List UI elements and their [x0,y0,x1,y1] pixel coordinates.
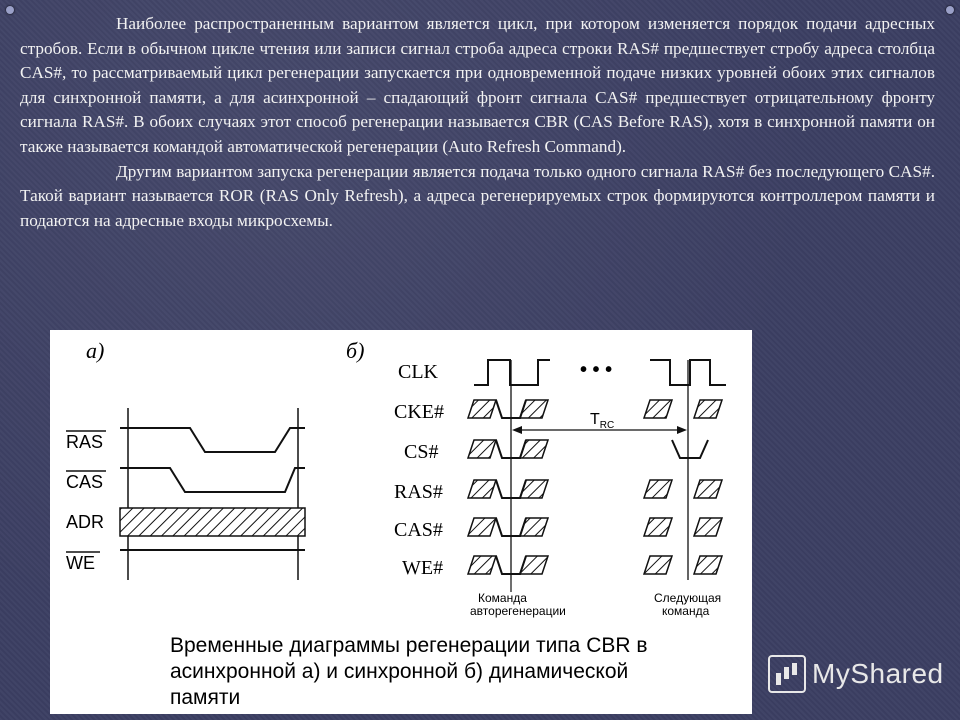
paragraph-2: Другим вариантом запуска регенерации является подача только одного сигнала RAS# без последующего CAS#. Такой вариант называется ROR (RAS Only Refresh), а адреса регенерируемых строк формируются контроллером памяти и подаются на адресные входы микросхемы. [20,161,935,230]
watermark [768,655,944,693]
sync-label-clk: CLK [398,361,438,383]
myshared-logo-icon [768,655,806,693]
label-b: б) [346,338,365,363]
ellipsis-dots: • • • [580,359,613,381]
waveform-ras [120,428,305,452]
caption-line-2: асинхронной а) и синхронной б) динамической [170,660,629,683]
text-block [20,12,935,233]
cmd2-line1: Следующая [654,591,722,605]
label-a: а) [86,338,105,363]
sync-label-we: WE# [402,557,444,579]
cmd1-line2: авторегенерации [470,604,566,618]
trc-arrowhead-right [677,426,687,434]
sync-label-cas: CAS# [394,519,443,541]
async-label-ras: RAS [66,432,104,452]
cmd1-line1: Команда [478,591,527,605]
caption-line-3: памяти [170,686,241,709]
async-label-adr: ADR [66,512,105,532]
sync-label-cs: CS# [404,441,439,463]
async-label-cas: CAS [66,472,104,492]
timing-diagram-figure [50,330,752,714]
waveform-cas [120,468,305,492]
waveform-adr [120,508,305,536]
cmd2-line2: команда [662,604,710,618]
corner-decoration [6,6,14,14]
trc-label: $T_{RC}$ [590,411,615,431]
sync-label-cke: CKE# [394,401,444,423]
sync-label-ras: RAS# [394,481,443,503]
watermark-text: MyShared [812,658,944,689]
timing-diagram [50,330,752,714]
caption-line-1: Временные диаграммы регенерации типа CBR в [170,634,648,657]
paragraph-1: Наиболее распространенным вариантом является цикл, при котором изменяется порядок подачи адресных стробов. Если в обычном цикле чтения или записи сигнал строба адреса строки RAS# предшествует стробу адреса столбца CAS#, то рассматриваемый цикл регенерации запускается при одновременной подаче низких уровней обоих этих сигналов для синхронной памяти, а для асинхронной – спадающий фронт сигнала CAS# предшествует отрицательному фронту сигнала RAS#. В обоих случаях этот способ регенерации называется CBR (CAS Before RAS), хотя в синхронной памяти он также называется командой автоматической регенерации (Auto Refresh Command). [20,14,935,156]
async-label-we: WE [66,553,95,573]
trc-arrowhead-left [512,426,522,434]
corner-decoration [946,6,954,14]
waveform-clk-1 [474,360,550,385]
